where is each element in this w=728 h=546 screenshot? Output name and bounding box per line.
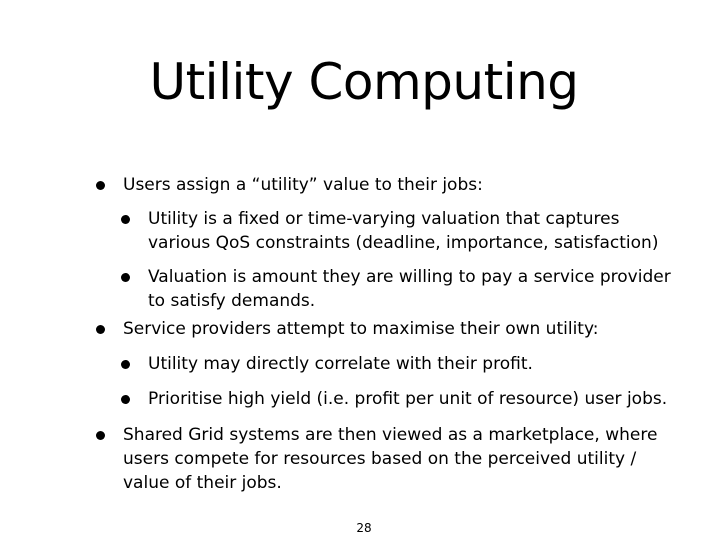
bullet-item: [148, 207, 619, 231]
page-number: 28: [356, 521, 372, 535]
sub-bullet-dot-icon: [121, 215, 130, 224]
bullet-item: [123, 317, 599, 341]
bullet-line: various QoS constraints (deadline, importance, satisfaction): [148, 233, 659, 253]
bullet-line: Service providers attempt to maximise their own utility:: [123, 319, 599, 339]
bullet-item-continuation: [123, 447, 636, 471]
bullet-line: Prioritise high yield (i.e. profit per unit of resource) user jobs.: [148, 389, 668, 409]
bullet-dot-icon: [96, 181, 105, 190]
bullet-line: value of their jobs.: [123, 473, 282, 493]
bullet-line: Utility is a fixed or time-varying valuation that captures: [148, 209, 620, 229]
bullet-line: Users assign a “utility” value to their jobs:: [123, 175, 483, 195]
bullet-item-continuation: [148, 289, 315, 313]
bullet-item: [148, 387, 667, 411]
bullet-item: [123, 423, 657, 447]
slide-title: Utility Computing: [149, 53, 579, 111]
bullet-line: Shared Grid systems are then viewed as a marketplace, where: [123, 425, 658, 445]
bullet-item-continuation: [148, 231, 658, 255]
sub-bullet-dot-icon: [121, 360, 130, 369]
sub-bullet-dot-icon: [121, 395, 130, 404]
bullet-item: [123, 173, 483, 197]
sub-bullet-dot-icon: [121, 273, 130, 282]
bullet-line: users compete for resources based on the perceived utility /: [123, 449, 637, 469]
bullet-line: to satisfy demands.: [148, 291, 316, 311]
bullet-item: [148, 265, 671, 289]
bullet-item: [148, 352, 533, 376]
bullet-dot-icon: [96, 431, 105, 440]
bullet-line: Valuation is amount they are willing to pay a service provider: [148, 267, 671, 287]
bullet-line: Utility may directly correlate with their profit.: [148, 354, 533, 374]
bullet-item-continuation: [123, 471, 282, 495]
bullet-dot-icon: [96, 325, 105, 334]
